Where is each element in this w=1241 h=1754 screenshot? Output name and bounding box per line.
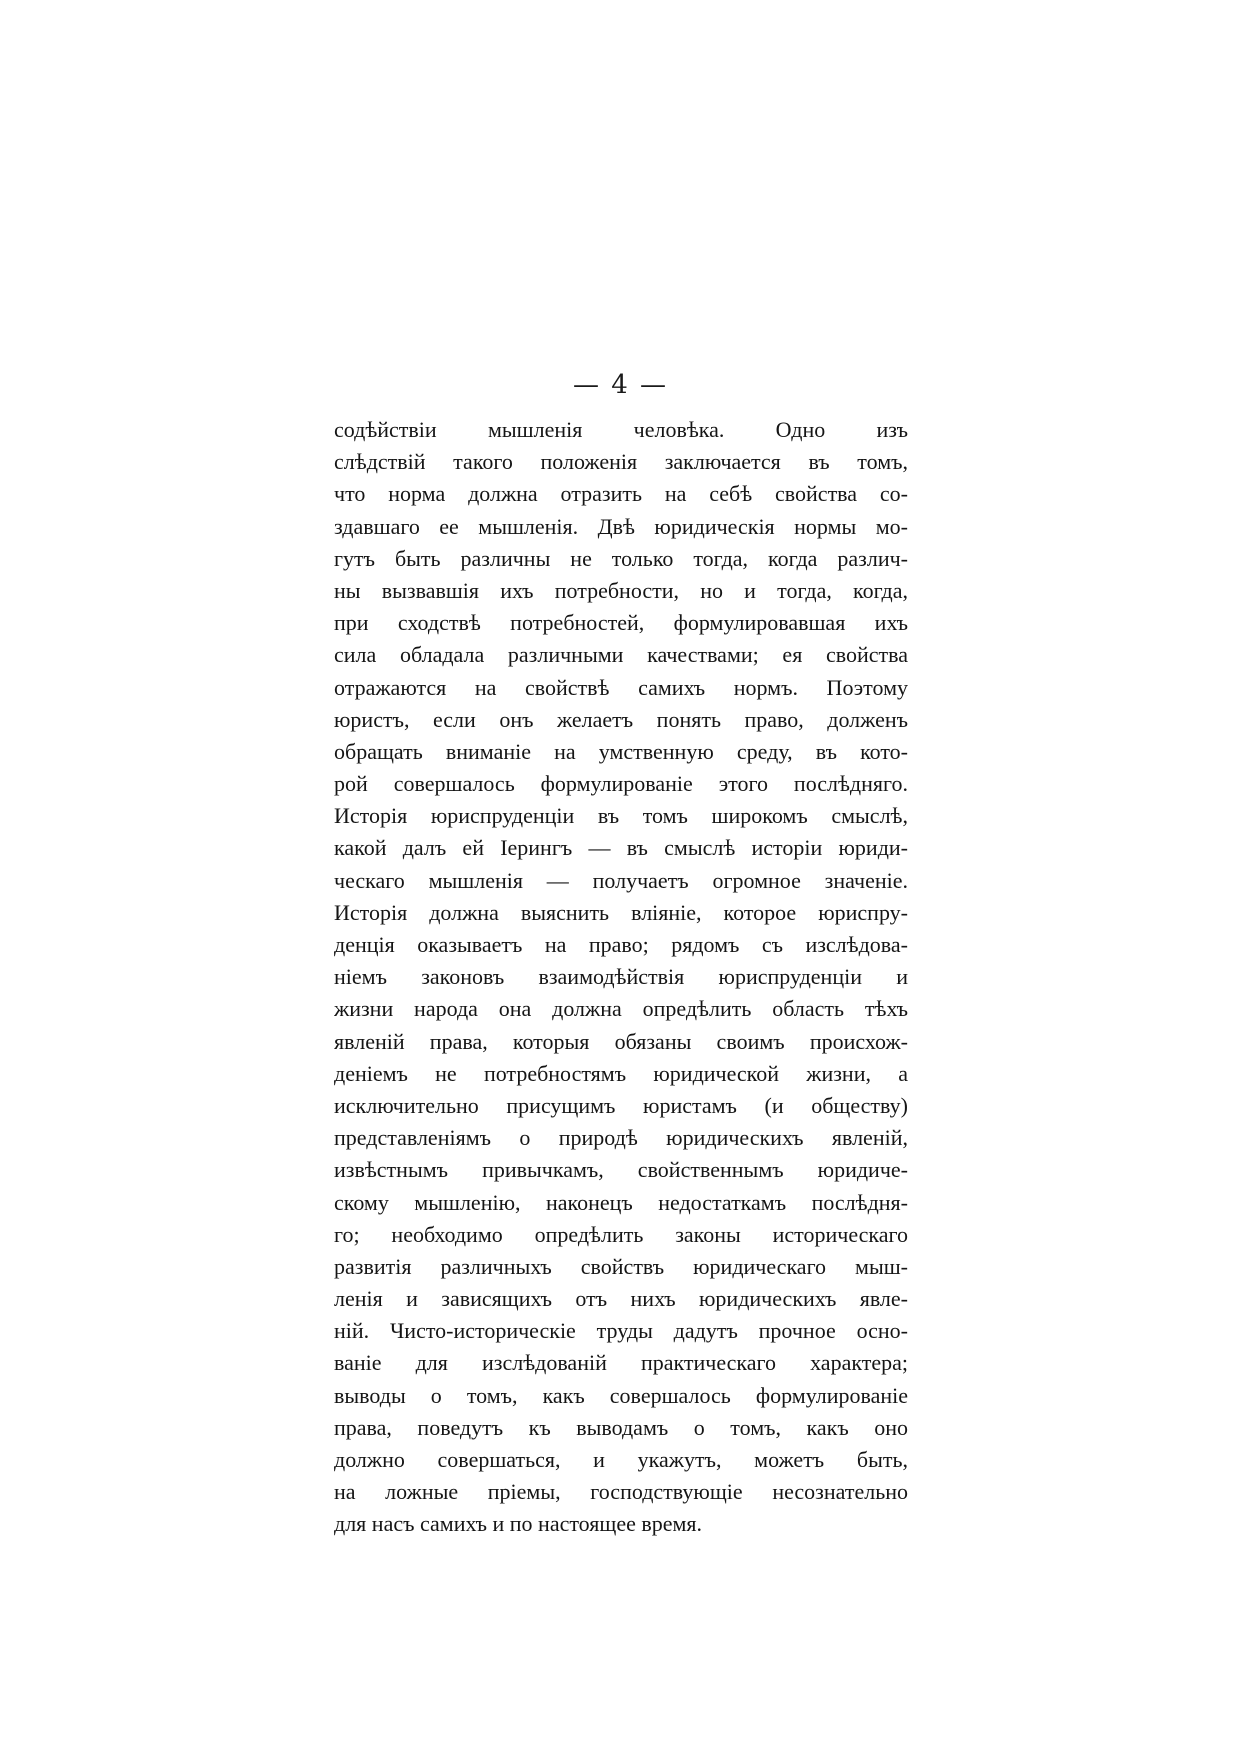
text-line: ны вызвавшія ихъ потребности, но и тогда, когда, [334,577,908,603]
text-line: какой далъ ей Іерингъ — въ смыслѣ исторіи юриди- [334,835,908,861]
text-line: слѣдствій такого положенія заключается въ томъ, [334,449,908,475]
text-line: содѣйствіи мышленія человѣка. Одно изъ [334,417,908,442]
text-line: права, поведутъ къ выводамъ о томъ, какъ оно [334,1414,908,1440]
text-line: развитія различныхъ свойствъ юридическаго мыш- [334,1253,908,1279]
text-line: ленія и зависящихъ отъ нихъ юридическихъ явле- [334,1286,908,1312]
text-line: что норма должна отразить на себѣ свойства со- [334,481,908,507]
text-line: ній. Чисто-историческіе труды дадутъ прочное осно- [334,1318,908,1344]
text-line: здавшаго ее мышленія. Двѣ юридическія нормы мо- [334,513,908,539]
text-line: представленіямъ о природѣ юридическихъ явленій, [334,1125,908,1151]
text-line: при сходствѣ потребностей, формулировавшая ихъ [334,610,908,636]
text-line: Исторія должна выяснить вліяніе, которое юриспру- [334,899,908,925]
text-line: деніемъ не потребностямъ юридической жизни, а [334,1060,908,1086]
text-line: гутъ быть различны не только тогда, когда различ- [334,545,908,571]
text-line: юристъ, если онъ желаетъ понять право, долженъ [334,706,908,732]
page-number: — 4 — [572,370,669,400]
text-line: ніемъ законовъ взаимодѣйствія юриспруденціи и [334,964,908,990]
text-line: денція оказываетъ на право; рядомъ съ изслѣдова- [334,932,908,957]
text-line: обращать вниманіе на умственную среду, въ кото- [334,738,908,764]
text-line: исключительно присущимъ юристамъ (и обществу) [334,1092,908,1118]
text-line: сила обладала различными качествами; ея свойства [334,642,908,668]
text-line: рой совершалось формулированіе этого послѣдняго. [334,771,908,797]
text-line: го; необходимо опредѣлить законы историческаго [334,1221,908,1247]
text-line: для насъ самихъ и по настоящее время. [334,1511,703,1537]
text-line: извѣстнымъ привычкамъ, свойственнымъ юридиче- [334,1157,908,1183]
text-line: выводы о томъ, какъ совершалось формулированіе [334,1382,908,1408]
text-line: ваніе для изслѣдованій практическаго характера; [334,1350,908,1376]
body-text [334,414,908,1541]
text-line: жизни народа она должна опредѣлить область тѣхъ [334,996,908,1022]
text-line: отражаются на свойствѣ самихъ нормъ. Поэтому [334,674,908,700]
text-line: должно совершаться, и укажутъ, можетъ быть, [334,1447,908,1472]
text-line: на ложные пріемы, господствующіе несознательно [334,1479,908,1505]
text-line: скому мышленію, наконецъ недостаткамъ послѣдня- [334,1189,908,1215]
text-line: ческаго мышленія — получаетъ огромное значеніе. [334,867,908,893]
text-line: Исторія юриспруденціи въ томъ широкомъ смыслѣ, [334,803,908,829]
text-line: явленій права, которыя обязаны своимъ происхож- [334,1028,908,1054]
